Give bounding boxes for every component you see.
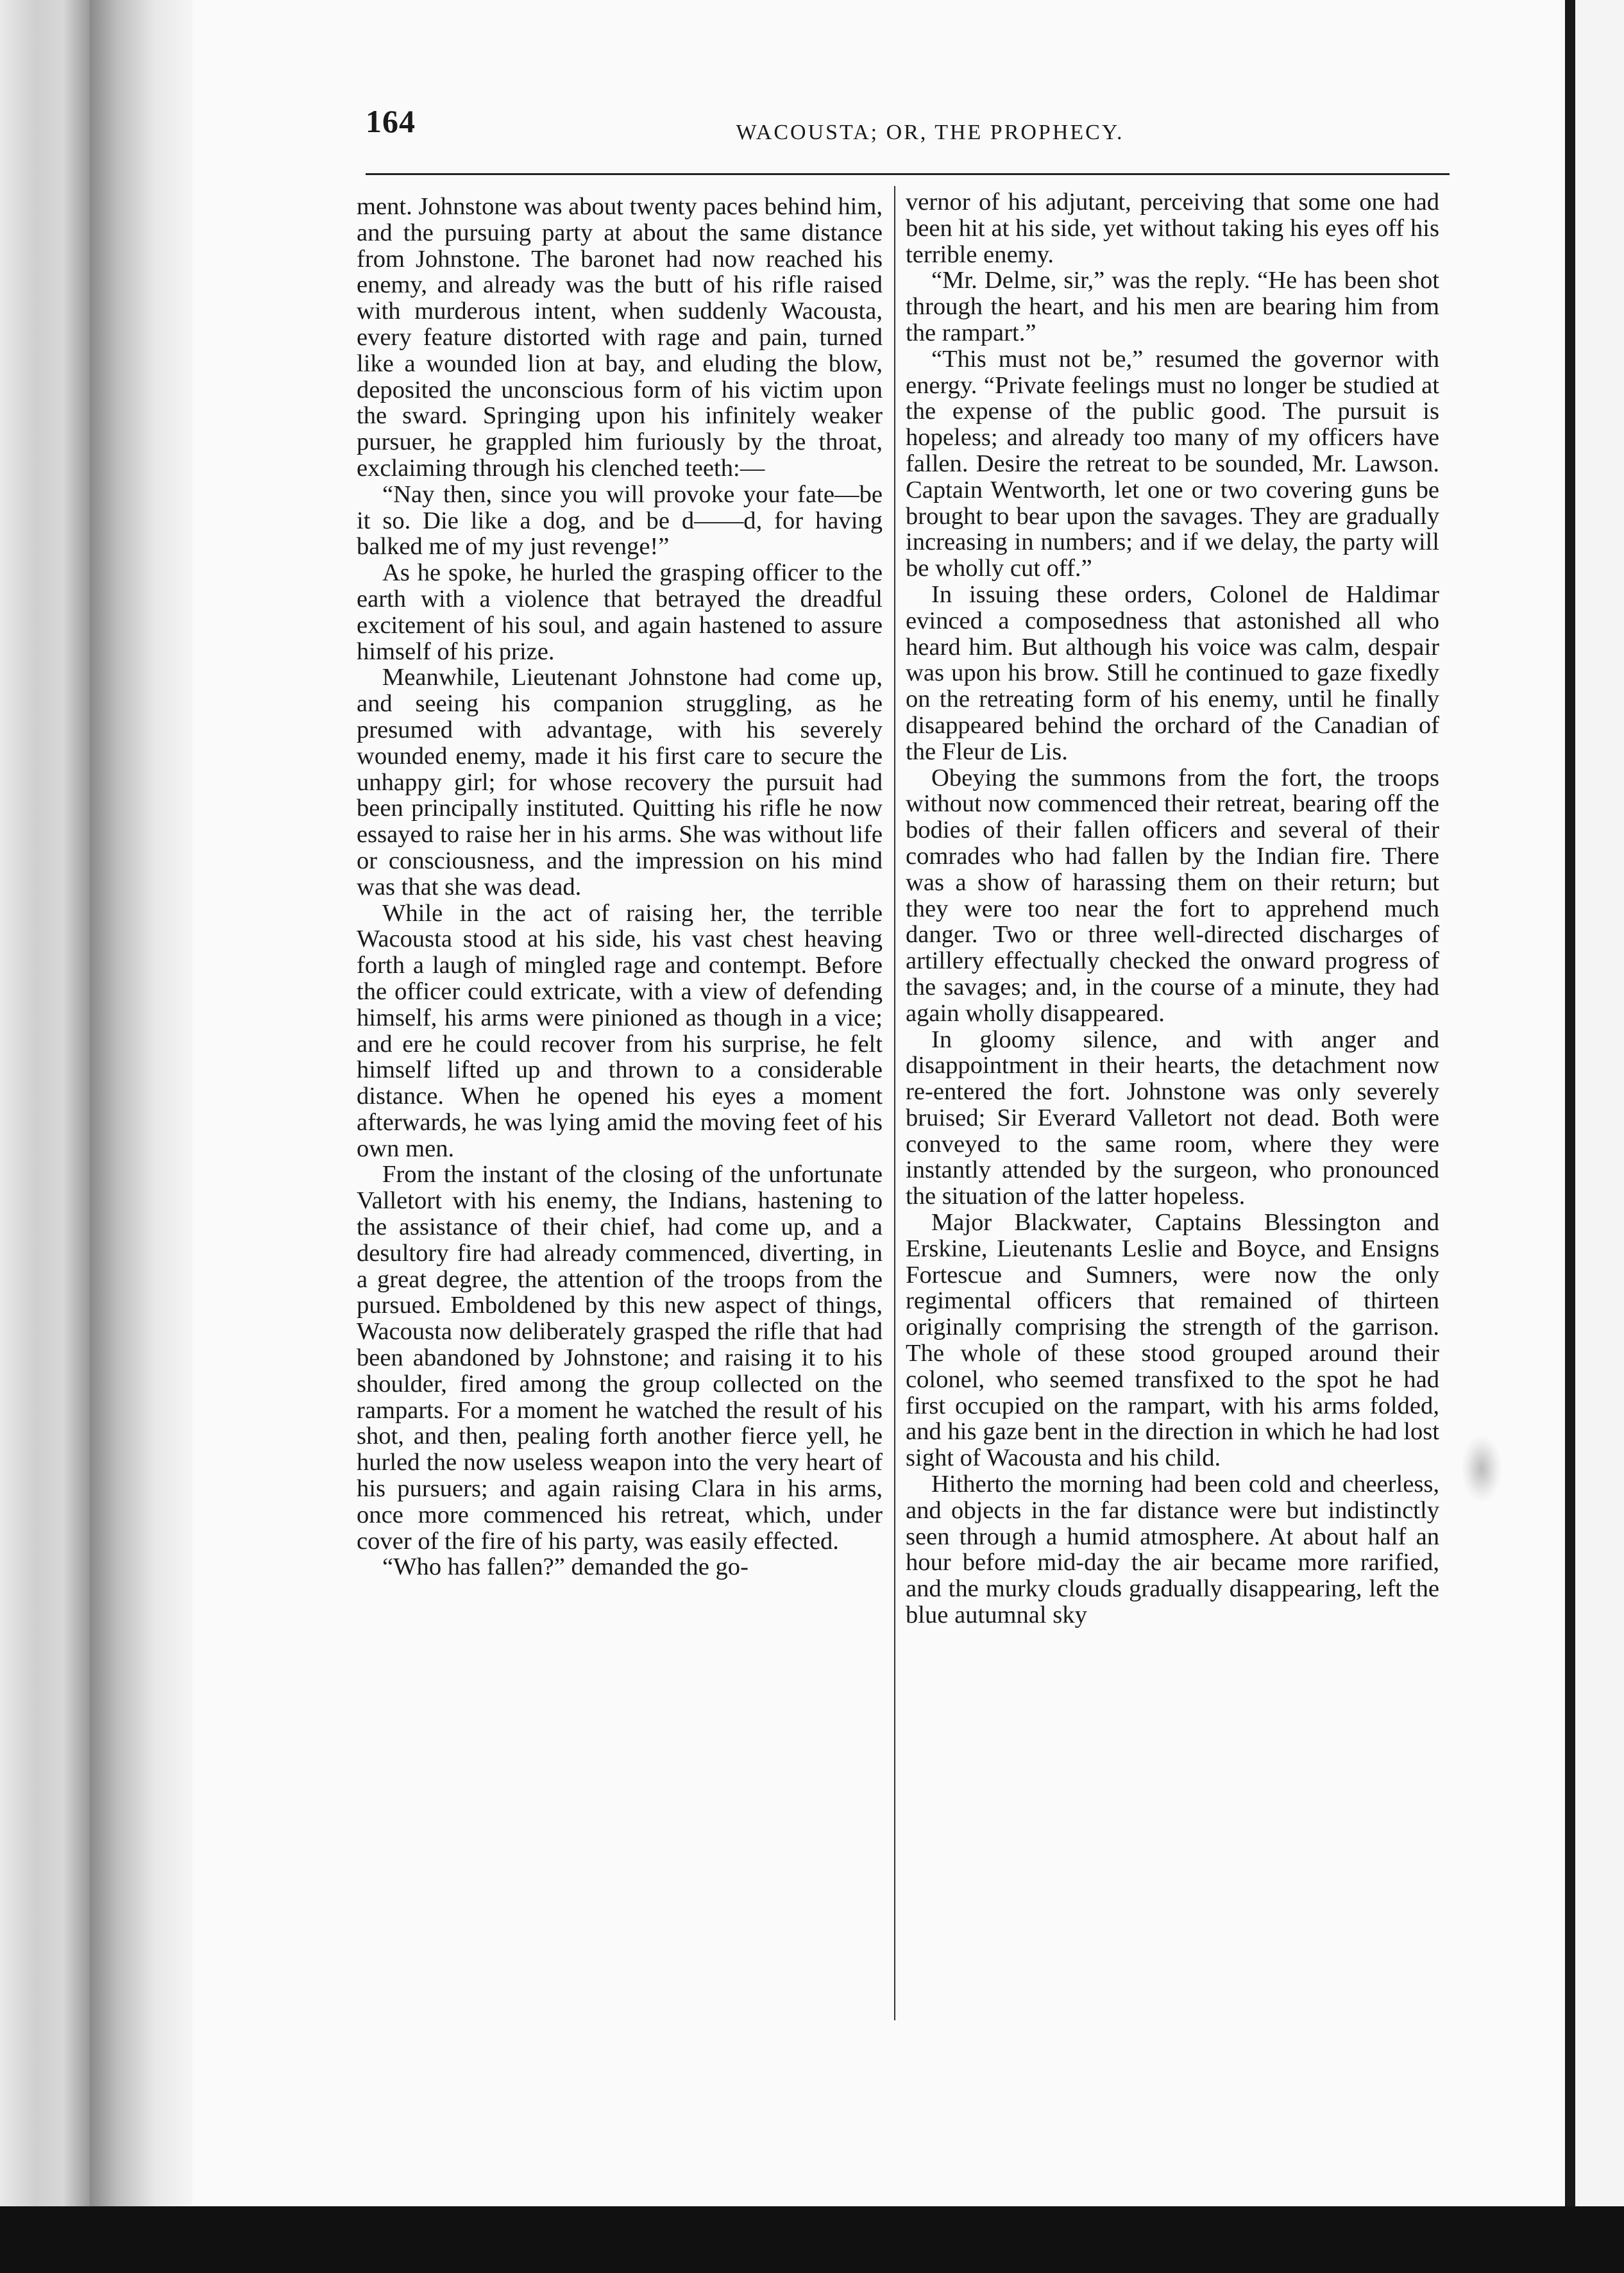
book-spine-shadow bbox=[0, 0, 90, 2273]
paragraph: Obeying the summons from the fort, the troops without now commenced their retreat, bearing off the bodies of their fallen officers and several of their comrades who had fallen by the Indian fire. There was a show of harassing them on their return; but they were too near the fort to apprehend much danger. Two or three well-directed discharges of artillery effectually checked the onward progress of the savages; and, in the course of a minute, they had again wholly disappeared. bbox=[906, 764, 1439, 1027]
page-right-edge bbox=[1565, 0, 1575, 2219]
paragraph: “Nay then, since you will provoke your fate—be it so. Die like a dog, and be d——d, for having balked me of my just revenge!” bbox=[357, 480, 883, 561]
header-rule bbox=[366, 173, 1450, 175]
paragraph: In issuing these orders, Colonel de Haldimar evinced a composedness that astonished all who heard him. But although his voice was calm, despair was upon his brow. Still he continued to gaze fixedly on the retreating form of his enemy, until he finally disappeared behind the orchard of the Canadian of the Fleur de Lis. bbox=[906, 580, 1439, 765]
right-column bbox=[906, 189, 1439, 1628]
ink-blot bbox=[1462, 1437, 1501, 1501]
paragraph: Major Blackwater, Captains Blessington and Erskine, Lieutenants Leslie and Boyce, and Ensigns Fortescue and Sumners, were now the only regimental officers that remained of thirteen originally comprising the strength of the garrison. The whole of these stood grouped around their colonel, who seemed transfixed to the spot he had first occupied on the rampart, with his arms folded, and his gaze bent in the direction in which he had lost sight of Wacousta and his child. bbox=[906, 1209, 1439, 1472]
running-title: WACOUSTA; OR, THE PROPHECY. bbox=[736, 121, 1124, 144]
paragraph: While in the act of raising her, the terrible Wacousta stood at his side, his vast chest heaving forth a laugh of mingled rage and contempt. Before the officer could extricate, with a view of defending himself, his arms were pinioned as though in a vice; and ere he could recover from his surprise, he felt himself lifted up and thrown to a considerable distance. When he opened his eyes a moment afterwards, he was lying amid the moving feet of his own men. bbox=[357, 899, 883, 1162]
scan-right-margin bbox=[1575, 0, 1624, 2273]
left-column bbox=[357, 194, 883, 1580]
paragraph: As he spoke, he hurled the grasping officer to the earth with a violence that betrayed the dreadful excitement of his soul, and again hastened to assure himself of his prize. bbox=[357, 559, 883, 665]
paragraph: vernor of his adjutant, perceiving that some one had been hit at his side, yet without taking his eyes off his terrible enemy. bbox=[906, 189, 1439, 268]
paragraph: “This must not be,” resumed the governor with energy. “Private feelings must no longer be studied at the expense of the public good. The pursuit is hopeless; and already too many of my officers have fallen. Desire the retreat to be sounded, Mr. Lawson. Captain Wentworth, let one or two covering guns be brought to bear upon the savages. They are gradually increasing in numbers; and if we delay, the party will be wholly cut off.” bbox=[906, 345, 1439, 582]
paragraph: Hitherto the morning had been cold and cheerless, and objects in the far distance were but indistinctly seen through a humid atmosphere. At about half an hour before mid-day the air became more rarified, and the murky clouds gradually disappearing, left the blue autumnal sky bbox=[906, 1471, 1439, 1629]
gutter-shadow bbox=[90, 0, 199, 2219]
column-divider bbox=[894, 186, 895, 2020]
paragraph: “Who has fallen?” demanded the go- bbox=[382, 1553, 749, 1581]
paragraph: Meanwhile, Lieutenant Johnstone had come up, and seeing his companion struggling, as he presumed with advantage, with his severely wounded enemy, made it his first care to secure the unhappy girl; for whose recovery the pursuit had been principally instituted. Quitting his rifle he now essayed to raise her in his arms. She was without life or consciousness, and the impression on his mind was that she was dead. bbox=[357, 664, 883, 900]
running-header bbox=[366, 96, 1450, 154]
paragraph: ment. Johnstone was about twenty paces behind him, and the pursuing party at about the same distance from Johnstone. The baronet had now reached his enemy, and already was the butt of his rifle raised with murderous intent, when suddenly Wacousta, every feature distorted with rage and pain, turned like a wounded lion at bay, and eluding the blow, deposited the unconscious form of his victim upon the sward. Springing upon his infinitely weaker pursuer, he grappled him furiously by the throat, exclaiming through his clenched teeth:— bbox=[357, 193, 883, 482]
paragraph: From the instant of the closing of the unfortunate Valletort with his enemy, the Indians, hastening to the assistance of their chief, had come up, and a desultory fire had already commenced, diverting, in a great degree, the attention of the troops from the pursued. Emboldened by this new aspect of things, Wacousta now deliberately grasped the rifle that had been abandoned by Johnstone; and raising it to his shoulder, fired among the group collected on the ramparts. For a moment he watched the result of his shot, and then, pealing forth another fierce yell, he hurled the now useless weapon into the very heart of his pursuers; and again raising Clara in his arms, once more commenced his retreat, which, under cover of the fire of his party, was easily effected. bbox=[357, 1161, 883, 1555]
scan-bottom-band bbox=[0, 2206, 1624, 2273]
paragraph: In gloomy silence, and with anger and disappointment in their hearts, the detachment now re-entered the fort. Johnstone was only severely bruised; Sir Everard Valletort not dead. Both were conveyed to the same room, where they were instantly attended by the surgeon, who pronounced the situation of the latter hopeless. bbox=[906, 1026, 1439, 1210]
paragraph: “Mr. Delme, sir,” was the reply. “He has been shot through the heart, and his men are bearing him from the rampart.” bbox=[906, 267, 1439, 346]
page-number: 164 bbox=[366, 103, 416, 139]
